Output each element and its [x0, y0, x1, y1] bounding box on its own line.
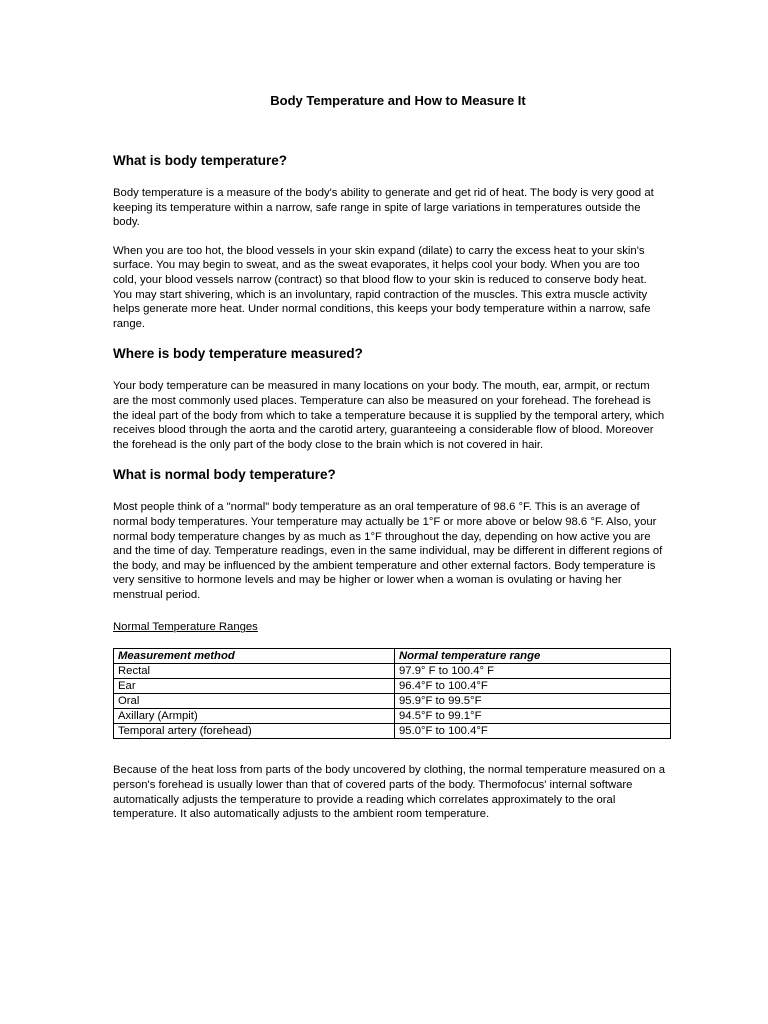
table-cell-method: Ear	[114, 679, 395, 694]
column-header-method: Measurement method	[114, 649, 395, 664]
section-what-is-body-temperature	[113, 152, 665, 331]
table-cell-range: 97.9° F to 100.4° F	[395, 664, 671, 679]
paragraph: Body temperature is a measure of the body's ability to generate and get rid of heat. The body is very good at keeping its temperature within a narrow, safe range in spite of large variations in temperatures outside the body.	[113, 187, 654, 229]
table-row	[114, 694, 671, 709]
table-row	[114, 664, 671, 679]
section-heading: Where is body temperature measured?	[113, 346, 363, 362]
column-header-range: Normal temperature range	[395, 649, 671, 664]
paragraph: Most people think of a "normal" body temperature as an oral temperature of 98.6 °F. This is an average of normal body temperatures. Your temperature may actually be 1°F or more above or below 98.6 °F. Also, your normal body temperature changes by as much as 1°F throughout the day, depending on how active you are and the time of day. Temperature readings, even in the same individual, may be different in different regions of the body, and may be influenced by the ambient temperature and other external factors. Body temperature is very sensitive to hormone levels and may be higher or lower when a woman is ovulating or having her menstrual period.	[113, 501, 663, 601]
table-row	[114, 679, 671, 694]
table-cell-method: Axillary (Armpit)	[114, 709, 395, 724]
table-cell-method: Oral	[114, 694, 395, 709]
table-cell-method: Rectal	[114, 664, 395, 679]
paragraph: Your body temperature can be measured in many locations on your body. The mouth, ear, armpit, or rectum are the most commonly used places. Temperature can also be measured on your forehead. The forehead is the ideal part of the body from which to take a temperature because it is supplied by the temporal artery, which receives blood through the aorta and the carotid artery, guaranteeing a considerable flow of blood. Moreover the forehead is the only part of the body close to the brain which is not covered in hair.	[113, 380, 665, 451]
temperature-ranges-table	[113, 648, 671, 739]
section-where-measured	[113, 345, 665, 452]
table-row	[114, 724, 671, 739]
table-row	[114, 709, 671, 724]
table-caption: Normal Temperature Ranges	[113, 621, 258, 634]
table-cell-range: 95.0°F to 100.4°F	[395, 724, 671, 739]
paragraph: When you are too hot, the blood vessels in your skin expand (dilate) to carry the excess heat to your skin's surface. You may begin to sweat, and as the sweat evaporates, it helps cool your body. When you are too cold, your blood vessels narrow (contract) so that blood flow to your skin is reduced to conserve body heat. You may start shivering, which is an involuntary, rapid contraction of the muscles. This extra muscle activity helps generate more heat. Under normal conditions, this keeps your body temperature within a narrow, safe range.	[113, 244, 651, 330]
section-normal-temperature	[113, 466, 665, 602]
table-cell-range: 96.4°F to 100.4°F	[395, 679, 671, 694]
section-heading: What is body temperature?	[113, 153, 288, 168]
document-title: Body Temperature and How to Measure It	[270, 93, 526, 108]
table-cell-range: 94.5°F to 99.1°F	[395, 709, 671, 724]
table-cell-range: 95.9°F to 99.5°F	[395, 694, 671, 709]
table-header-row	[114, 649, 671, 664]
closing-paragraph: Because of the heat loss from parts of the body uncovered by clothing, the normal temperature measured on a person's forehead is usually lower than that of covered parts of the body. Thermofocus' internal software automatically adjusts the temperature to provide a reading which correlates approximately to the oral temperature. It also automatically adjusts to the ambient room temperature.	[113, 764, 665, 821]
section-heading: What is normal body temperature?	[113, 467, 336, 483]
table-cell-method: Temporal artery (forehead)	[114, 724, 395, 739]
document-page	[113, 93, 665, 836]
